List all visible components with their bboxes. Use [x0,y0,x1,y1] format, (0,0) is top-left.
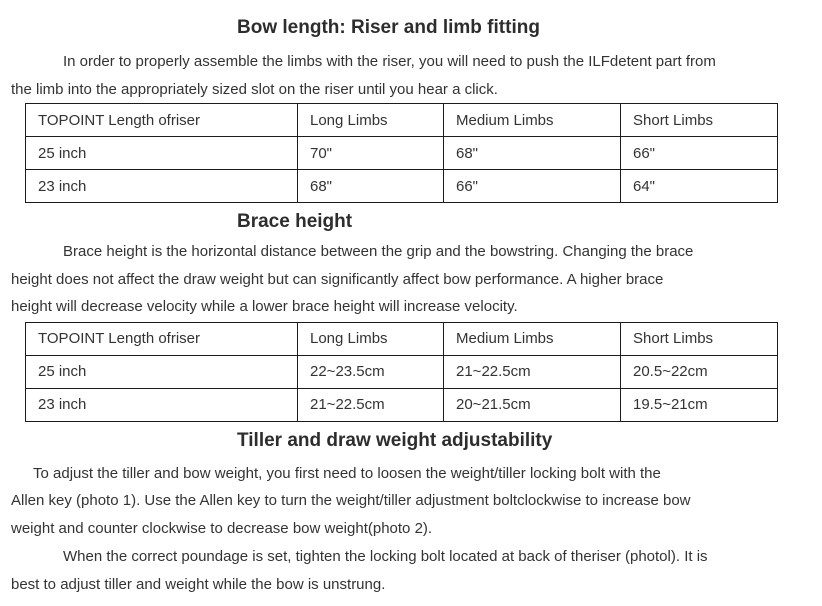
table-header-cell: Short Limbs [621,104,778,137]
table-cell: 23 inch [26,170,298,203]
limb-length-table [25,103,778,203]
table-cell: 66" [444,170,621,203]
table-header-cell: Long Limbs [298,104,444,137]
table-cell: 64" [621,170,778,203]
table-row [26,355,778,388]
paragraph-line: In order to properly assemble the limbs with the riser, you will need to push the ILFdetent part from [63,53,716,70]
table-cell: 68" [298,170,444,203]
brace-height-table [25,322,778,422]
table-cell: 70" [298,137,444,170]
table-cell: 68" [444,137,621,170]
paragraph-poundage [11,543,822,598]
table-row [26,388,778,421]
table-cell: 21~22.5cm [298,388,444,421]
table-cell: 22~23.5cm [298,355,444,388]
table-header-cell: TOPOINT Length ofriser [26,322,298,355]
paragraph-line: Brace height is the horizontal distance between the grip and the bowstring. Changing the brace [63,243,694,260]
table-cell: 21~22.5cm [444,355,621,388]
section-heading-bow-length: Bow length: Riser and limb fitting [237,17,540,38]
table-cell: 25 inch [26,355,298,388]
table-header-cell: Medium Limbs [444,104,621,137]
table-cell: 20~21.5cm [444,388,621,421]
table-cell: 23 inch [26,388,298,421]
paragraph-tiller-adjust [11,460,822,543]
paragraph-limb-fitting [11,48,822,103]
table-row [26,170,778,203]
table-header-row [26,104,778,137]
paragraph-line: weight and counter clockwise to decrease bow weight(photo 2). [11,519,433,537]
paragraph-line: height will decrease velocity while a lower brace height will increase velocity. [11,298,518,315]
table-cell: 25 inch [26,137,298,170]
paragraph-line: the limb into the appropriately sized slot on the riser until you hear a click. [11,80,498,98]
table-header-cell: TOPOINT Length ofriser [26,104,298,137]
paragraph-line: When the correct poundage is set, tighten the locking bolt located at back of theriser (photol). It is [63,548,708,565]
section-heading-tiller: Tiller and draw weight adjustability [237,429,553,451]
table-header-cell: Medium Limbs [444,322,621,355]
table-cell: 19.5~21cm [621,388,778,421]
table-row [26,137,778,170]
table-cell: 66" [621,137,778,170]
paragraph-line: To adjust the tiller and bow weight, you first need to loosen the weight/tiller locking bolt with the [33,464,661,482]
paragraph-line: Allen key (photo 1). Use the Allen key to turn the weight/tiller adjustment boltclockwise to increase bow [11,492,691,509]
paragraph-brace-height [11,238,822,321]
table-cell: 20.5~22cm [621,355,778,388]
paragraph-line: height does not affect the draw weight but can significantly affect bow performance. A higher brace [11,270,664,288]
table-header-cell: Long Limbs [298,322,444,355]
paragraph-line: best to adjust tiller and weight while the bow is unstrung. [11,575,386,593]
table-header-row [26,322,778,355]
table-header-cell: Short Limbs [621,322,778,355]
section-heading-brace-height: Brace height [237,211,353,232]
